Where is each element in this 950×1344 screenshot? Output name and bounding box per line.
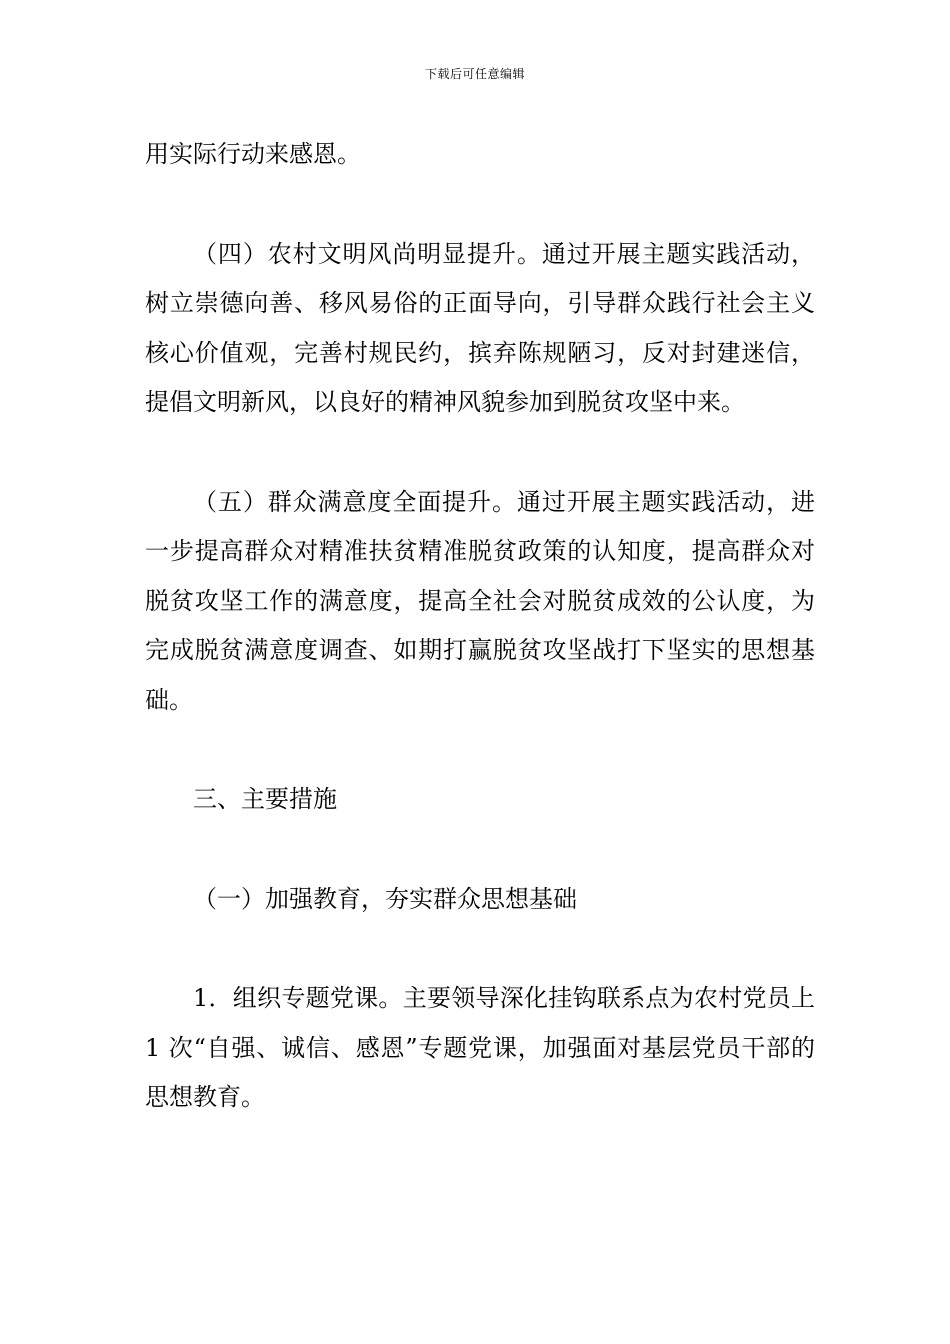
paragraph-gap xyxy=(145,924,815,974)
subsection-heading-education: （一）加强教育，夯实群众思想基础 xyxy=(193,884,577,913)
paragraph-gap xyxy=(145,825,815,875)
paragraph-party-lecture: 1．组织专题党课。主要领导深化挂钩联系点为农村党员上 1 次“自强、诚信、感恩”专题党课，加强面对基层党员干部的思想教育。 xyxy=(145,984,815,1111)
paragraph-gap xyxy=(145,725,815,775)
header-note: 下载后可任意编辑 xyxy=(424,67,525,81)
paragraph-gap xyxy=(145,428,815,478)
document-body xyxy=(145,130,815,1123)
paragraph-gap xyxy=(145,180,815,230)
paragraph-continuation: 用实际行动来感恩。 xyxy=(145,140,361,168)
section-heading-main-measures: 三、主要措施 xyxy=(193,785,337,813)
paragraph-rural-civilization: （四）农村文明风尚明显提升。通过开展主题实践活动，树立崇德向善、移风易俗的正面导向，引导群众践行社会主义核心价值观，完善村规民约，摈弃陈规陋习，反对封建迷信，提倡文明新风，以良好的精神风貌参加到脱贫攻坚中来。 xyxy=(145,239,815,416)
paragraph-public-satisfaction: （五）群众满意度全面提升。通过开展主题实践活动，进一步提高群众对精准扶贫精准脱贫政策的认知度，提高群众对脱贫攻坚工作的满意度，提高全社会对脱贫成效的公认度，为完成脱贫满意度调查、如期打赢脱贫攻坚战打下坚实的思想基础。 xyxy=(145,487,815,714)
